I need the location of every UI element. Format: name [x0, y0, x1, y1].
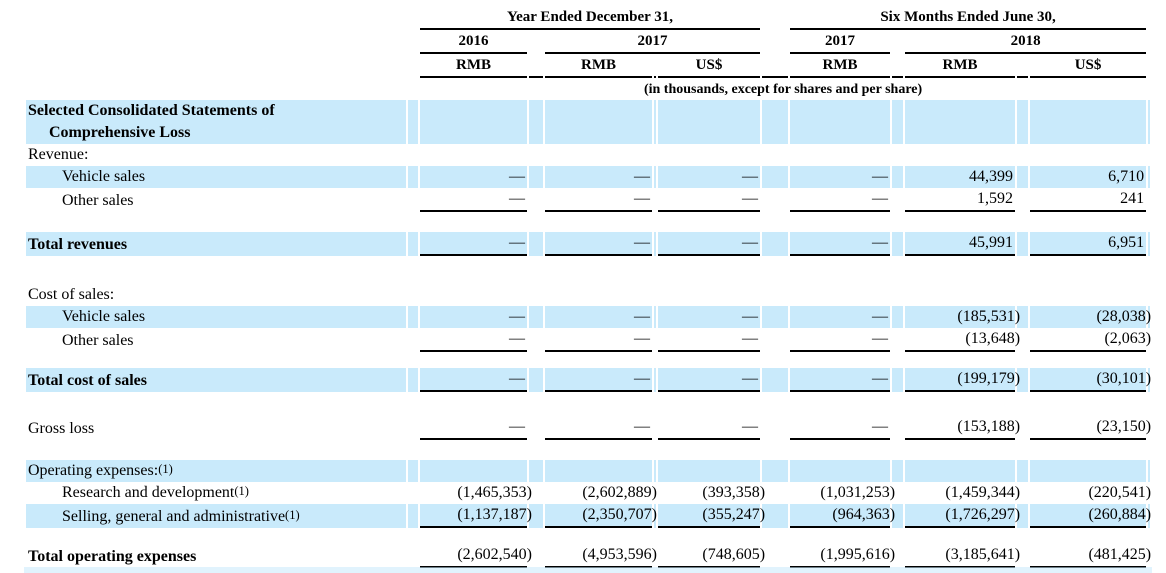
column-spacer [408, 482, 418, 504]
table-row [26, 504, 1150, 528]
financial-statements-table [24, 6, 1152, 568]
value-cell: (1,995,616) [790, 544, 890, 568]
value-cell: (2,602,889) [582, 484, 657, 501]
value-cell: 45,991 [905, 232, 1015, 256]
value-cell: — [420, 328, 527, 352]
column-spacer [762, 328, 788, 352]
spacer-row [26, 352, 1150, 368]
row-label: Other sales [62, 332, 134, 349]
header-spacer [26, 6, 406, 30]
row-label: Vehicle sales [26, 306, 406, 328]
column-spacer [762, 232, 788, 256]
column-spacer [654, 144, 656, 166]
column-spacer [529, 144, 543, 166]
value-cell: (23,150) [1030, 416, 1146, 440]
value-cell [658, 144, 760, 166]
table-row [26, 368, 1150, 392]
column-spacer [529, 188, 543, 212]
column-spacer [408, 306, 418, 328]
column-spacer [654, 368, 656, 392]
column-spacer [408, 144, 418, 166]
table-row [26, 460, 1150, 482]
column-spacer [892, 328, 903, 352]
row-label: Revenue: [28, 146, 89, 163]
column-spacer [762, 544, 788, 568]
column-spacer [892, 144, 903, 166]
row-label: Selling, general and administrative(1) [26, 504, 406, 528]
column-spacer [654, 100, 656, 144]
table-row [26, 416, 1150, 440]
column-spacer [762, 144, 788, 166]
column-spacer [892, 368, 903, 392]
column-spacer [408, 188, 418, 212]
column-spacer [654, 232, 656, 256]
column-spacer [1148, 232, 1150, 256]
column-spacer [654, 166, 656, 188]
value-cell [1030, 100, 1146, 144]
column-spacer [892, 166, 903, 188]
column-spacer [408, 504, 418, 528]
column-spacer [1148, 460, 1150, 482]
column-spacer [1148, 144, 1150, 166]
value-cell: 44,399 [905, 166, 1015, 188]
year-header-2016: 2016 [420, 30, 527, 54]
value-cell: — [545, 328, 652, 352]
column-spacer [529, 306, 543, 328]
value-cell: — [658, 416, 760, 440]
column-spacer [1148, 100, 1150, 144]
column-spacer [529, 166, 543, 188]
column-spacer [1148, 284, 1150, 306]
table-row [26, 232, 1150, 256]
row-label: Total cost of sales [26, 368, 406, 392]
column-spacer [762, 460, 788, 482]
value-cell: (153,188) [905, 416, 1015, 440]
column-spacer [1017, 144, 1028, 166]
value-cell [545, 284, 652, 306]
value-cell: (1,137,187) [420, 504, 527, 528]
column-spacer [762, 100, 788, 144]
value-cell [545, 100, 652, 144]
column-spacer [892, 416, 903, 440]
value-cell: — [790, 368, 890, 392]
currency-header-row [26, 54, 1150, 78]
row-label: Vehicle sales [26, 166, 406, 188]
value-cell: — [658, 232, 760, 256]
spacer-row [26, 440, 1150, 460]
column-spacer [408, 166, 418, 188]
column-spacer [408, 368, 418, 392]
value-cell: 6,951 [1030, 232, 1146, 256]
value-cell: (4,953,596) [545, 544, 652, 568]
value-cell [905, 144, 1015, 166]
value-cell [545, 460, 652, 482]
currency-header: US$ [658, 54, 760, 78]
column-spacer [654, 460, 656, 482]
value-cell: (30,101) [1030, 368, 1146, 392]
value-cell: (1,031,253) [820, 484, 896, 501]
value-cell [420, 460, 527, 482]
table-row [26, 188, 1150, 212]
value-cell: (13,648) [905, 328, 1015, 352]
column-spacer [1017, 460, 1028, 482]
column-spacer [408, 544, 418, 568]
value-cell [790, 284, 890, 306]
value-cell [658, 284, 760, 306]
column-spacer [1017, 188, 1028, 212]
column-spacer [529, 328, 543, 352]
value-cell: (1,726,297) [905, 504, 1015, 528]
column-spacer [529, 100, 543, 144]
row-label: Research and development(1) [62, 484, 249, 501]
year-header-2017-interim: 2017 [790, 30, 890, 54]
value-cell [790, 144, 890, 166]
column-spacer [1148, 166, 1150, 188]
value-cell: — [790, 416, 890, 440]
value-cell: — [420, 166, 527, 188]
column-spacer [408, 232, 418, 256]
column-spacer [762, 368, 788, 392]
column-spacer [892, 100, 903, 144]
column-spacer [654, 416, 656, 440]
spacer-row [26, 528, 1150, 544]
value-cell: (393,358) [702, 484, 766, 501]
value-cell: — [658, 368, 760, 392]
column-spacer [529, 232, 543, 256]
value-cell: (355,247) [658, 504, 760, 528]
currency-header: RMB [905, 54, 1015, 78]
table-row [26, 284, 1150, 306]
value-cell: — [420, 368, 527, 392]
units-note: (in thousands, except for shares and per share) [643, 82, 923, 97]
value-cell [420, 100, 527, 144]
value-cell: (3,185,641) [905, 544, 1015, 568]
table-row [26, 482, 1150, 504]
row-label: Cost of sales: [28, 286, 115, 303]
value-cell: — [658, 328, 760, 352]
value-cell: — [420, 416, 527, 440]
value-cell: (220,541) [1088, 484, 1152, 501]
column-spacer [762, 284, 788, 306]
row-label [26, 100, 406, 144]
value-cell: (1,465,353) [457, 484, 532, 501]
table-row [26, 544, 1150, 568]
column-spacer [654, 328, 656, 352]
value-cell: — [545, 416, 652, 440]
value-cell [905, 100, 1015, 144]
value-cell: 6,710 [1030, 166, 1146, 188]
column-spacer [762, 166, 788, 188]
year-header-2017: 2017 [545, 30, 760, 54]
column-spacer [1017, 232, 1028, 256]
table-row [26, 166, 1150, 188]
column-spacer [529, 368, 543, 392]
table-row [26, 328, 1150, 352]
column-spacer [762, 482, 788, 504]
value-cell: — [658, 306, 760, 328]
column-spacer [408, 100, 418, 144]
spacer-row [26, 212, 1150, 232]
value-cell [905, 460, 1015, 482]
table-row [26, 306, 1150, 328]
value-cell: — [790, 306, 890, 328]
column-spacer [762, 306, 788, 328]
value-cell [658, 100, 760, 144]
value-cell: (2,063) [1030, 328, 1146, 352]
column-spacer [654, 188, 656, 212]
next-row-partial [24, 567, 1152, 573]
value-cell: (199,179) [905, 368, 1015, 392]
column-spacer [892, 460, 903, 482]
column-spacer [529, 460, 543, 482]
column-spacer [1148, 188, 1150, 212]
value-cell: (481,425) [1030, 544, 1146, 568]
value-cell: — [790, 232, 890, 256]
value-cell: — [790, 328, 890, 352]
col-group-six-months: Six Months Ended June 30, [790, 6, 1146, 30]
column-spacer [762, 504, 788, 528]
column-spacer [892, 232, 903, 256]
column-spacer [654, 306, 656, 328]
group-header-row [26, 6, 1150, 30]
units-note-row [26, 78, 1150, 100]
value-cell: — [658, 166, 760, 188]
value-cell [420, 144, 527, 166]
value-cell: — [545, 368, 652, 392]
row-label: Total operating expenses [28, 548, 197, 565]
column-spacer [408, 460, 418, 482]
row-label: Total revenues [26, 232, 406, 256]
value-cell: (1,459,344) [945, 484, 1021, 501]
value-cell: (2,350,707) [545, 504, 652, 528]
column-spacer [892, 306, 903, 328]
currency-header: RMB [790, 54, 890, 78]
column-spacer [654, 284, 656, 306]
currency-header: RMB [420, 54, 527, 78]
currency-header: US$ [1030, 54, 1146, 78]
row-label: Operating expenses:(1) [26, 460, 406, 482]
value-cell: — [790, 188, 890, 212]
value-cell [905, 284, 1015, 306]
column-spacer [529, 416, 543, 440]
value-cell [658, 460, 760, 482]
column-spacer [529, 284, 543, 306]
value-cell: (964,363) [790, 504, 890, 528]
value-cell [545, 144, 652, 166]
value-cell: — [545, 166, 652, 188]
value-cell [1030, 460, 1146, 482]
value-cell: — [658, 188, 760, 212]
value-cell: — [420, 232, 527, 256]
value-cell [1030, 144, 1146, 166]
column-spacer [762, 416, 788, 440]
spacer-row [26, 256, 1150, 284]
value-cell: — [420, 188, 527, 212]
column-spacer [408, 328, 418, 352]
row-label: Other sales [62, 192, 134, 209]
value-cell: — [545, 188, 652, 212]
value-cell: 241 [1030, 188, 1146, 212]
year-header-2018: 2018 [905, 30, 1146, 54]
section-title: Selected Consolidated Statements of Comprehensive Loss [28, 102, 275, 141]
column-spacer [408, 284, 418, 306]
spacer-row [26, 392, 1150, 416]
value-cell [420, 284, 527, 306]
column-spacer [892, 188, 903, 212]
value-cell: — [420, 306, 527, 328]
value-cell [790, 100, 890, 144]
value-cell [1030, 284, 1146, 306]
value-cell: (260,884) [1030, 504, 1146, 528]
col-group-year-ended: Year Ended December 31, [420, 6, 760, 30]
value-cell: (185,531) [905, 306, 1015, 328]
value-cell [790, 460, 890, 482]
column-spacer [1017, 100, 1028, 144]
column-spacer [892, 284, 903, 306]
year-header-row [26, 30, 1150, 54]
value-cell: — [545, 232, 652, 256]
table-row [26, 144, 1150, 166]
value-cell: 1,592 [905, 188, 1015, 212]
column-spacer [1017, 166, 1028, 188]
value-cell: — [545, 306, 652, 328]
column-spacer [762, 188, 788, 212]
value-cell: (28,038) [1030, 306, 1146, 328]
value-cell: — [790, 166, 890, 188]
row-label: Gross loss [28, 420, 95, 437]
value-cell: (748,605) [658, 544, 760, 568]
column-spacer [1017, 284, 1028, 306]
value-cell: (2,602,540) [420, 544, 527, 568]
currency-header: RMB [545, 54, 652, 78]
table-row [26, 100, 1150, 144]
column-spacer [408, 416, 418, 440]
